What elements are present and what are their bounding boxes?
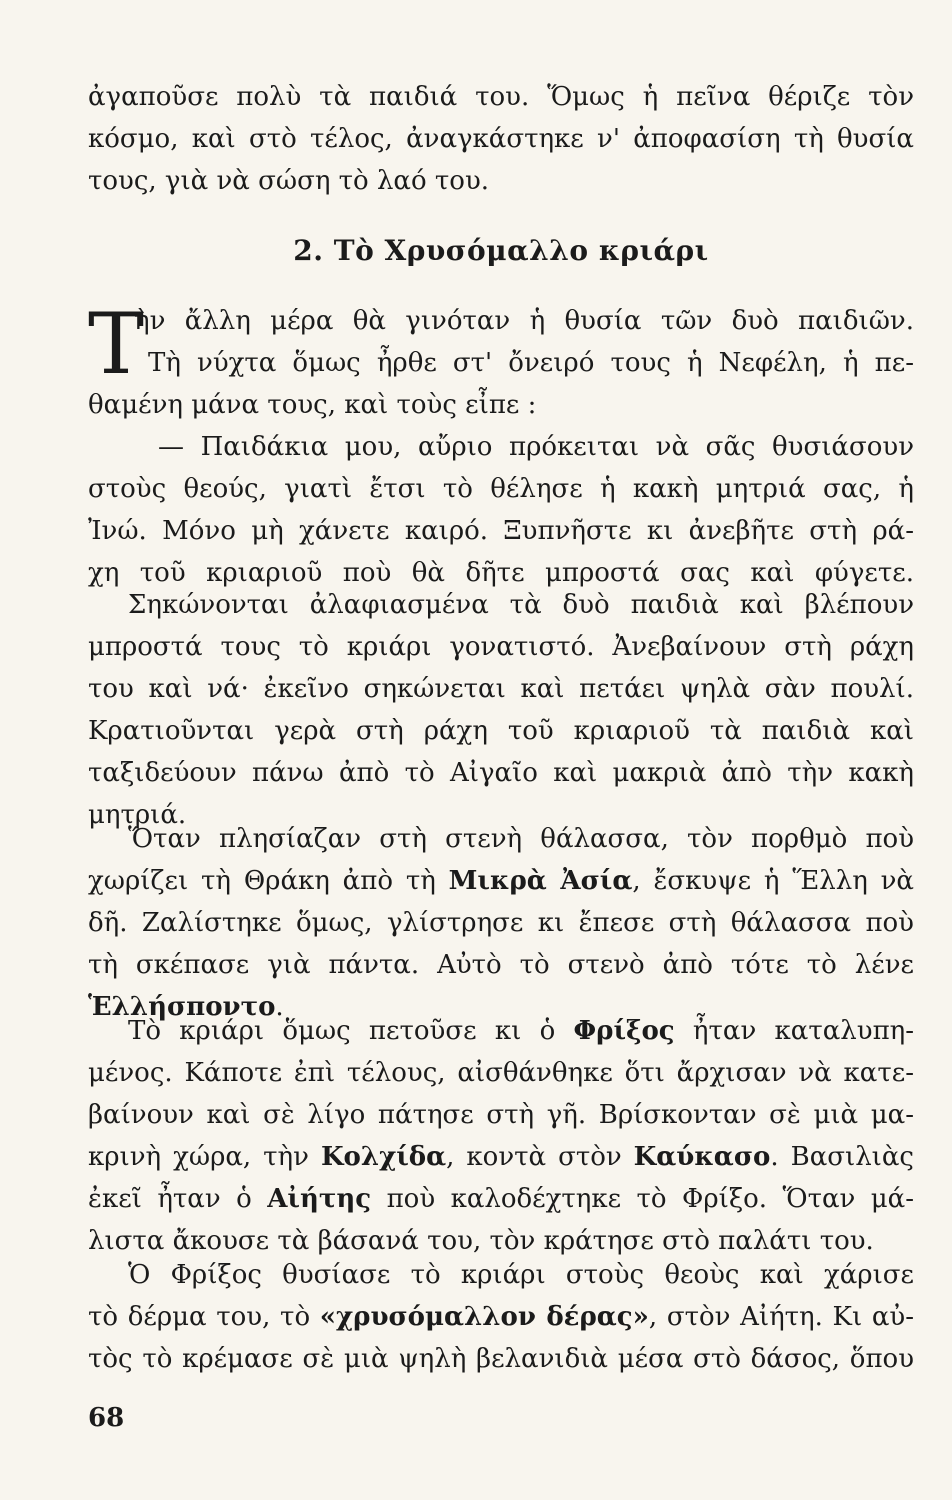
place-name-bold: Καύκασο bbox=[633, 1142, 771, 1172]
text-line: ἐκεῖ ἦταν ὁ Αἰήτης ποὺ καλοδέχτηκε τὸ Φρίξο. Ὅταν μά- bbox=[88, 1184, 914, 1214]
text-line: — Παιδάκια μου, αὔριο πρόκειται νὰ σᾶς θυσιάσουν bbox=[158, 432, 914, 462]
person-name-bold: Αἰήτης bbox=[267, 1184, 372, 1214]
text-line: Ἑλλήσποντο. bbox=[88, 992, 284, 1022]
text-line: θαμένη μάνα τους, καὶ τοὺς εἶπε : bbox=[88, 390, 537, 420]
text-line: Σηκώνονται ἀλαφιασμένα τὰ δυὸ παιδιὰ καὶ βλέπουν bbox=[128, 590, 914, 620]
place-name-bold: Κολχίδα bbox=[320, 1142, 447, 1172]
golden-fleece-bold: «χρυσόμαλλον δέρας» bbox=[319, 1302, 649, 1332]
text-line: χη τοῦ κριαριοῦ ποὺ θὰ δῆτε μπροστά σας καὶ φύγετε. bbox=[88, 558, 914, 588]
text-line: δῆ. Ζαλίστηκε ὅμως, γλίστρησε κι ἔπεσε στὴ θάλασσα ποὺ bbox=[88, 908, 914, 938]
paragraph-5 bbox=[88, 1010, 914, 1262]
paragraph-2-dialogue bbox=[88, 426, 914, 594]
paragraph-3 bbox=[88, 584, 914, 836]
text-line: μητριά. bbox=[88, 800, 187, 830]
text-line: ἀγαποῦσε πολὺ τὰ παιδιά του. Ὅμως ἡ πεῖνα θέριζε τὸν bbox=[88, 82, 914, 112]
text-line: Ἰνώ. Μόνο μὴ χάνετε καιρό. Ξυπνῆστε κι ἀνεβῆτε στὴ ρά- bbox=[88, 516, 914, 546]
text-line: τὸ δέρμα του, τὸ «χρυσόμαλλον δέρας», στὸν Αἰήτη. Κι αὐ- bbox=[88, 1302, 914, 1332]
text-line: ὴν ἄλλη μέρα θὰ γινόταν ἡ θυσία τῶν δυὸ παιδιῶν. bbox=[134, 306, 914, 336]
text-line: Ὁ Φρίξος θυσίασε τὸ κριάρι στοὺς θεοὺς καὶ χάρισε bbox=[128, 1260, 914, 1290]
text-line: τὸς τὸ κρέμασε σὲ μιὰ ψηλὴ βελανιδιὰ μέσα στὸ δάσος, ὅπου bbox=[88, 1344, 914, 1374]
paragraph-4 bbox=[88, 818, 914, 1028]
text-line: Κρατιοῦνται γερὰ στὴ ράχη τοῦ κριαριοῦ τὰ παιδιὰ καὶ bbox=[88, 716, 914, 746]
text-line: χωρίζει τὴ Θράκη ἀπὸ τὴ Μικρὰ Ἀσία, ἔσκυψε ἡ Ἕλλη νὰ bbox=[88, 866, 914, 896]
text-line: Τὸ κριάρι ὅμως πετοῦσε κι ὁ Φρίξος ἦταν καταλυπη- bbox=[128, 1016, 914, 1046]
place-name-bold: Μικρὰ Ἀσία bbox=[448, 866, 633, 896]
text-line: στοὺς θεούς, γιατὶ ἔτσι τὸ θέλησε ἡ κακὴ μητριά σας, ἡ bbox=[88, 474, 914, 504]
place-name-bold: Ἑλλήσποντο bbox=[88, 992, 276, 1022]
text-line: κρινὴ χώρα, τὴν Κολχίδα, κοντὰ στὸν Καύκασο. Βασιλιὰς bbox=[88, 1142, 914, 1172]
intro-paragraph bbox=[88, 76, 914, 202]
text-line: Ὅταν πλησίαζαν στὴ στενὴ θάλασσα, τὸν πορθμὸ ποὺ bbox=[128, 824, 914, 854]
text-line: μένος. Κάποτε ἐπὶ τέλους, αἰσθάνθηκε ὅτι ἄρχισαν νὰ κατε- bbox=[88, 1058, 914, 1088]
text-line: κόσμο, καὶ στὸ τέλος, ἀναγκάστηκε ν' ἀποφασίση τὴ θυσία bbox=[88, 124, 914, 154]
paragraph-1 bbox=[88, 295, 914, 426]
text-line: βαίνουν καὶ σὲ λίγο πάτησε στὴ γῆ. Βρίσκονταν σὲ μιὰ μα- bbox=[88, 1100, 914, 1130]
text-line: Τὴ νύχτα ὅμως ἦρθε στ' ὄνειρό τους ἡ Νεφέλη, ἡ πε- bbox=[148, 348, 914, 378]
text-line: τὴ σκέπασε γιὰ πάντα. Αὐτὸ τὸ στενὸ ἀπὸ τότε τὸ λένε bbox=[88, 950, 914, 980]
text-line: λιστα ἄκουσε τὰ βάσανά του, τὸν κράτησε στὸ παλάτι του. bbox=[88, 1226, 874, 1256]
drop-cap: Τ bbox=[88, 295, 145, 393]
text-line: μπροστά τους τὸ κριάρι γονατιστό. Ἀνεβαίνουν στὴ ράχη bbox=[88, 632, 914, 662]
section-title: 2. Τὸ Χρυσόμαλλο κριάρι bbox=[293, 234, 709, 267]
page-number: 68 bbox=[88, 1403, 125, 1433]
person-name-bold: Φρίξος bbox=[573, 1016, 675, 1046]
text-line: του καὶ νά· ἐκεῖνο σηκώνεται καὶ πετάει ψηλὰ σὰν πουλί. bbox=[88, 674, 914, 704]
text-line: ταξιδεύουν πάνω ἀπὸ τὸ Αἰγαῖο καὶ μακριὰ ἀπὸ τὴν κακὴ bbox=[88, 758, 914, 788]
paragraph-6 bbox=[88, 1254, 914, 1380]
text-line: τους, γιὰ νὰ σώση τὸ λαό του. bbox=[88, 166, 490, 196]
